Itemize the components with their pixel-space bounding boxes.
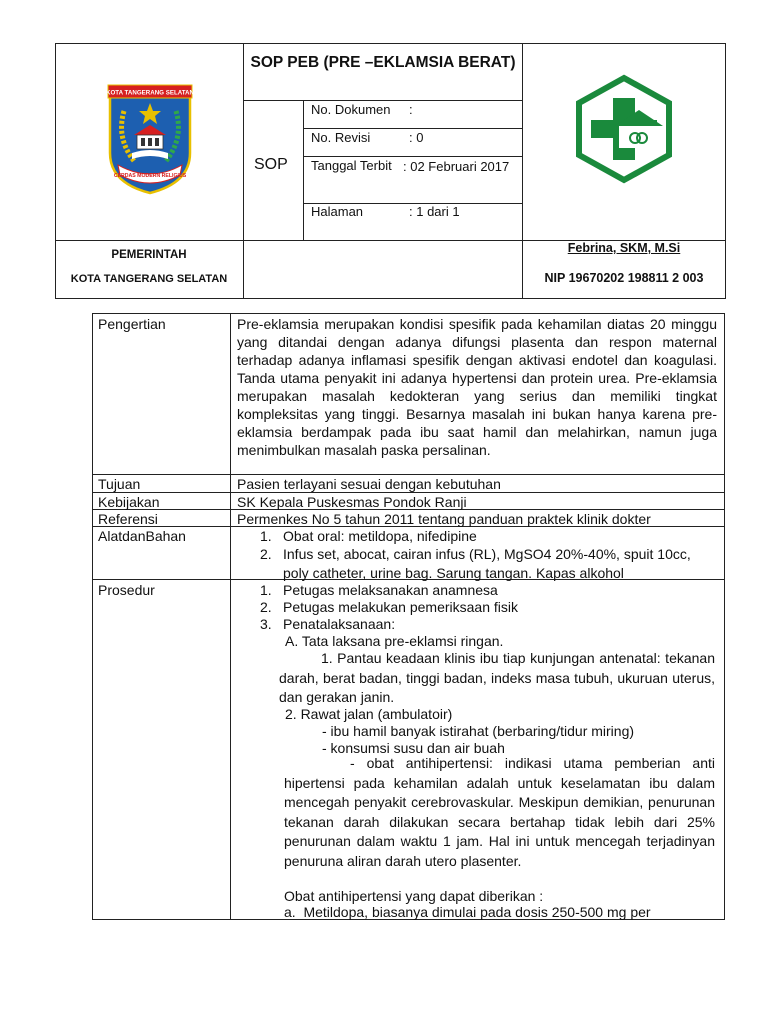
step-2-text: 2. Rawat jalan (ambulatoir): [285, 706, 453, 722]
field-halaman-label: Halaman: [311, 204, 364, 219]
field-no-revisi-label: No. Revisi: [311, 130, 371, 145]
row-label-tujuan: Tujuan: [98, 476, 141, 492]
sop-label: SOP: [254, 156, 288, 173]
row-label-kebijakan: Kebijakan: [98, 494, 160, 510]
row-label-alat-bahan: AlatdanBahan: [98, 528, 186, 544]
puskesmas-logo: [571, 74, 677, 184]
obat-a-text: a. Metildopa, biasanya dimulai pada dosis 250-500 mg per: [284, 904, 651, 920]
tujuan-text: Pasien terlayani sesuai dengan kebutuhan: [237, 476, 501, 492]
svg-text:KOTA TANGERANG SELATAN: KOTA TANGERANG SELATAN: [106, 89, 194, 97]
kebijakan-text: SK Kepala Puskesmas Pondok Ranji: [237, 494, 467, 510]
divider: [230, 313, 231, 920]
pengertian-text: Pre-eklamsia merupakan kondisi spesifik pada kehamilan diatas 20 minggu yang ditandai dengan adanya difungsi plasenta dan respon maternal terhadap adanya inflamasi spesifik dengan aktivasi endotel dan koagulasi. Tanda utama penyakit ini adanya hypertensi dan protein urea. Pre-eklamsia merupakan masalah kedokteran yang serius dan memiliki tingkat kompleksitas yang tinggi. Besarnya masalah ini bukan hanya karena pre-eklamsia berdampak pada ibu saat hamil dan melahirkan, namun juga menimbulkan masalah paska persalinan.: [237, 316, 717, 458]
divider: [522, 43, 523, 299]
field-tanggal-terbit-value: : 02 Februari 2017: [403, 159, 510, 174]
tata-laksana-a: A. Tata laksana pre-eklamsi ringan.: [285, 633, 504, 649]
bullet-1-text: - ibu hamil banyak istirahat (berbaring/tidur miring): [322, 723, 635, 739]
field-tanggal-terbit-label: Tanggal Terbit: [311, 158, 392, 173]
alat-item-1: Obat oral: metildopa, nifedipine: [283, 528, 477, 544]
divider: [303, 128, 522, 129]
prosedur-item-3: Penatalaksanaan:: [283, 616, 396, 632]
row-label-pengertian: Pengertian: [98, 316, 166, 332]
divider: [303, 156, 522, 157]
referensi-text: Permenkes No 5 tahun 2011 tentang panduan praktek klinik dokter: [237, 511, 651, 527]
row-label-prosedur: Prosedur: [98, 582, 155, 598]
step-1-text: 1. Pantau keadaan klinis ibu tiap kunjungan antenatal: tekanan darah, berat badan, tinggi badan, indeks masa tubuh, ukuruan uterus, dan gerakan janin.: [279, 650, 715, 705]
prosedur-item-2-number: 2.: [260, 599, 272, 615]
bullet-2-text: - konsumsi susu dan air buah: [322, 740, 505, 756]
document-title: SOP PEB (PRE –EKLAMSIA BERAT): [250, 54, 516, 71]
alat-item-1-number: 1.: [260, 528, 272, 544]
obat-intro-text: Obat antihipertensi yang dapat diberikan :: [284, 888, 544, 904]
prosedur-item-3-number: 3.: [260, 616, 272, 632]
svg-text:CERDAS MODERN RELIGIUS: CERDAS MODERN RELIGIUS: [113, 173, 187, 179]
signer-name: Febrina, SKM, M.Si: [567, 241, 681, 255]
bullet-3-text: - obat antihipertensi: indikasi utama pemberian anti hipertensi pada kehamilan adalah untuk keselamatan ibu dalam mencegah penyakit cerebrovaskular. Meskipun demikian, penurunan tekanan darah dilakukan secara bertahap tidak lebih dari 25% penurunan dalam waktu 1 jam. Hal ini untuk mencegah terjadinyan penuruna aliran darah utero plasenter.: [284, 755, 715, 869]
city-emblem-logo: [104, 83, 196, 195]
org-line-2: KOTA TANGERANG SELATAN: [70, 273, 228, 285]
divider: [243, 43, 244, 299]
divider: [303, 100, 304, 240]
prosedur-item-1-number: 1.: [260, 582, 272, 598]
row-label-referensi: Referensi: [98, 511, 158, 527]
prosedur-item-1: Petugas melaksanakan anamnesa: [283, 582, 498, 598]
field-no-dokumen-label: No. Dokumen: [311, 102, 391, 117]
field-no-dokumen-value: :: [409, 102, 413, 117]
alat-item-2-number: 2.: [260, 546, 272, 562]
prosedur-item-2: Petugas melakukan pemeriksaan fisik: [283, 599, 519, 615]
alat-item-2: Infus set, abocat, cairan infus (RL), MgSO4 20%-40%, spuit 10cc, poly catheter, urine bag. Sarung tangan. Kapas alkohol: [283, 546, 691, 581]
field-halaman-value: : 1 dari 1: [409, 204, 460, 219]
org-line-1: PEMERINTAH: [111, 249, 187, 261]
field-no-revisi-value: : 0: [409, 130, 424, 145]
divider: [243, 100, 522, 101]
signer-nip: NIP 19670202 198811 2 003: [544, 271, 704, 285]
